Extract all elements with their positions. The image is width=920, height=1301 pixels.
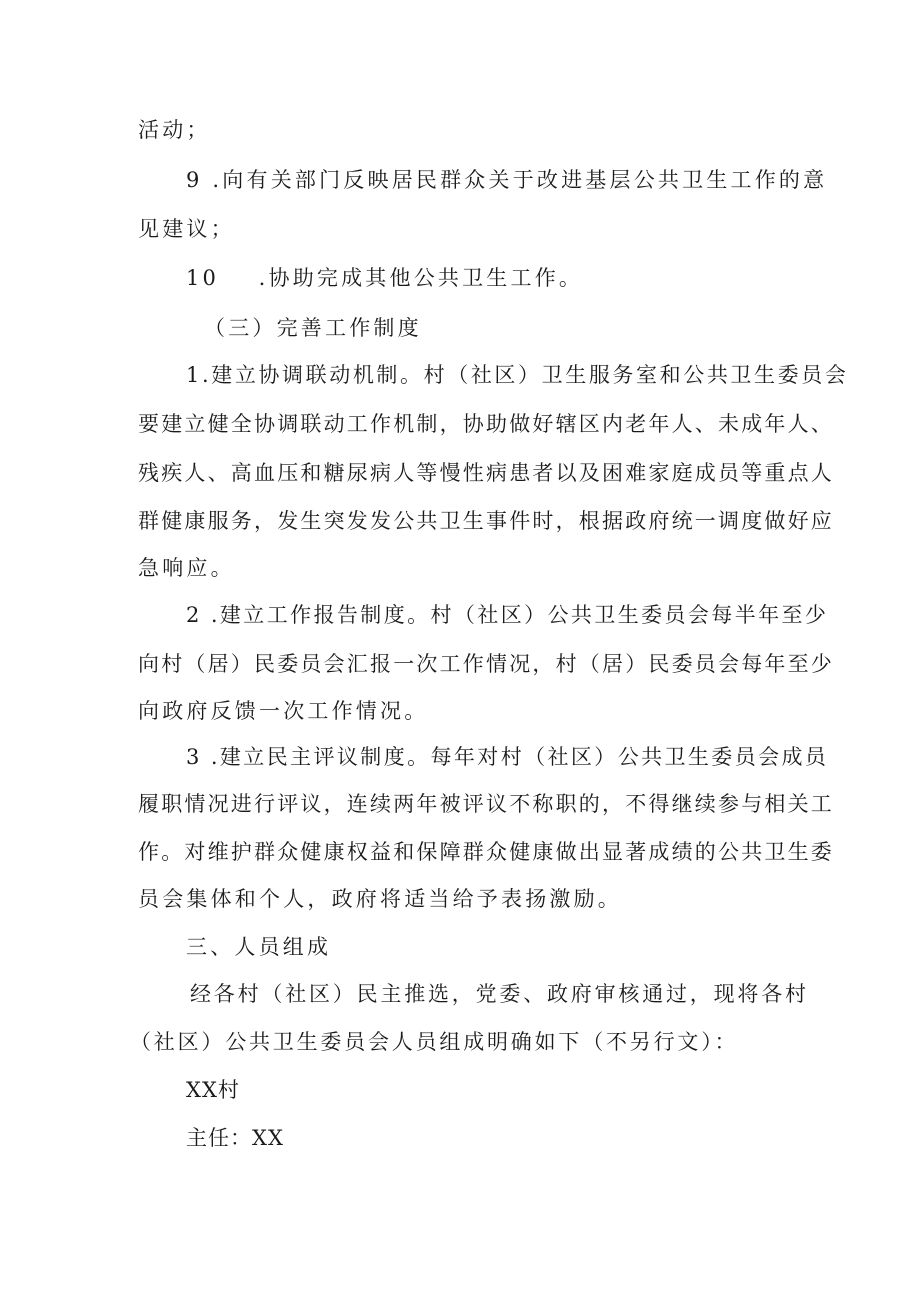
text-line: 群健康服务，发生突发发公共卫生事件时，根据政府统一调度做好应 [138,509,834,533]
village-name: XX村 [186,1078,240,1102]
text-line: 履职情况进行评议，连续两年被评议不称职的，不得继续参与相关工 [138,792,834,816]
director-line: 主任：XX [186,1126,284,1150]
text-line: 见建议； [138,217,235,241]
text-line-item-3: 3 .建立民主评议制度。每年对村（社区）公共卫生委员会成员 [186,745,829,769]
text-line: 员会集体和个人，政府将适当给予表扬激励。 [138,887,622,911]
text-line: 经各村（社区）民主推选，党委、政府审核通过，现将各村 [190,982,809,1006]
text-line: 作。对维护群众健康权益和保障群众健康做出显著成绩的公共卫生委 [138,840,834,864]
text-line-continuation: 活动； [138,118,211,142]
text-line-item-1: 1.建立协调联动机制。村（社区）卫生服务室和公共卫生委员会 [186,363,849,387]
section-heading: （三）完善工作制度 [204,316,422,340]
text-line: （社区）公共卫生委员会人员组成明确如下（不另行文）： [130,1030,739,1054]
text-line-item-10: 10 .协助完成其他公共卫生工作。 [186,266,584,290]
text-line: 向村（居）民委员会汇报一次工作情况，村（居）民委员会每年至少 [138,652,834,676]
text-line-item-2: 2 .建立工作报告制度。村（社区）公共卫生委员会每半年至少 [186,603,829,627]
section-heading-personnel: 三、人员组成 [186,935,332,959]
text-line-item-9: 9 .向有关部门反映居民群众关于改进基层公共卫生工作的意 [186,168,828,192]
text-line: 急响应。 [138,556,235,580]
text-line: 向政府反馈一次工作情况。 [138,699,429,723]
text-line: 残疾人、高血压和糖尿病人等慢性病患者以及困难家庭成员等重点人 [138,461,834,485]
text-line: 要建立健全协调联动工作机制，协助做好辖区内老年人、未成年人、 [138,412,834,436]
